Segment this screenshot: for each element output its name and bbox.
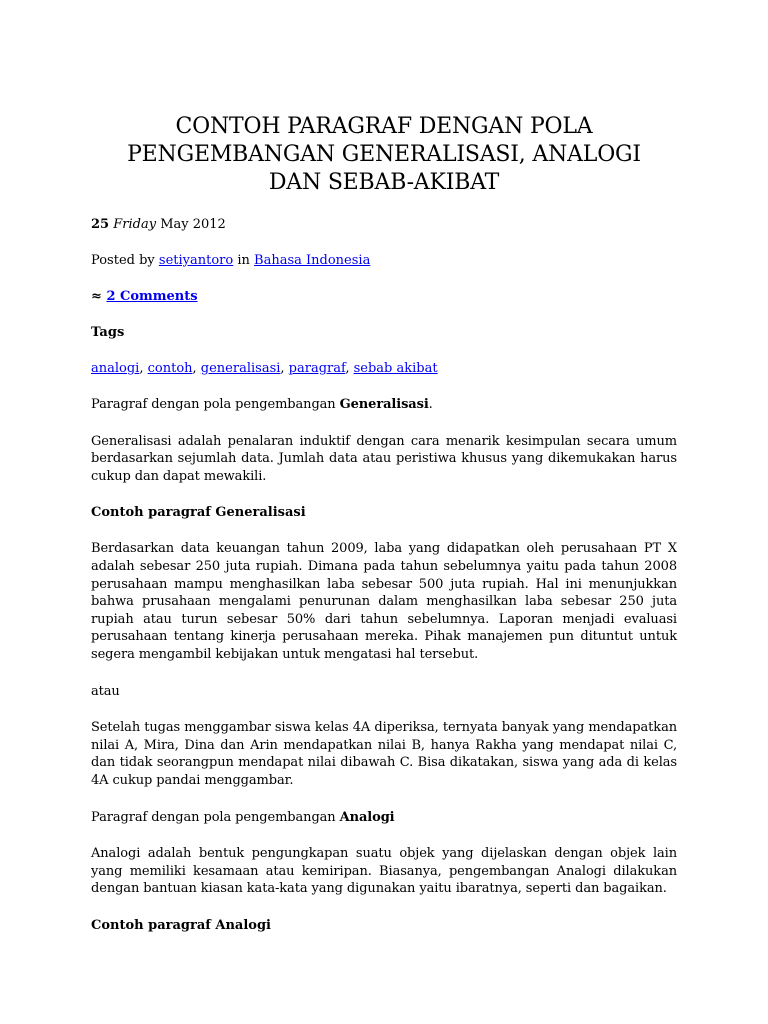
analogi-intro bbox=[91, 809, 677, 827]
tag-link[interactable]: contoh bbox=[147, 361, 193, 376]
intro-keyword: Generalisasi bbox=[339, 397, 429, 412]
post-date bbox=[91, 216, 677, 233]
title-line: PENGEMBANGAN GENERALISASI, ANALOGI bbox=[127, 142, 641, 167]
category-link[interactable]: Bahasa Indonesia bbox=[254, 253, 371, 268]
generalisasi-intro bbox=[91, 396, 677, 414]
intro-period: . bbox=[428, 397, 433, 412]
intro-keyword: Analogi bbox=[339, 809, 395, 825]
post-byline bbox=[91, 252, 677, 269]
tags-list: analogi, contoh, generalisasi, paragraf, sebab akibat bbox=[91, 361, 438, 376]
date-day: 25 bbox=[91, 217, 110, 232]
date-month-year: May 2012 bbox=[160, 217, 226, 232]
comments-line bbox=[91, 288, 677, 305]
article bbox=[91, 113, 677, 934]
generalisasi-example-heading: Contoh paragraf Generalisasi bbox=[91, 505, 306, 521]
date-weekday: Friday bbox=[113, 217, 157, 232]
analogi-definition: Analogi adalah bentuk pengungkapan suatu objek yang dijelaskan dengan objek lain yang memiliki kesamaan atau kemiripan. Biasanya, pengembangan Analogi dilakukan dengan bantuan kiasan kata-kata yang digunakan yaitu ibaratnya, seperti dan bagaikan. bbox=[91, 846, 677, 897]
title-line: DAN SEBAB-AKIBAT bbox=[268, 170, 500, 195]
author-link[interactable]: setiyantoro bbox=[158, 253, 234, 268]
analogi-example-heading: Contoh paragraf Analogi bbox=[91, 917, 271, 933]
title-line: CONTOH PARAGRAF DENGAN POLA bbox=[175, 114, 593, 139]
posted-prefix: Posted by bbox=[91, 253, 155, 268]
generalisasi-example-2: Setelah tugas menggambar siswa kelas 4A diperiksa, ternyata banyak yang mendapatkan nilai A, Mira, Dina dan Arin mendapatkan nilai B, hanya Rakha yang mendapat nilai C, dan tidak seorangpun mendapat nilai dibawah C. Bisa dikatakan, siswa yang ada di kelas 4A cukup pandai menggambar. bbox=[91, 720, 677, 788]
posted-in: in bbox=[237, 253, 250, 268]
tags-heading: Tags bbox=[91, 325, 125, 340]
tag-link[interactable]: generalisasi bbox=[200, 361, 281, 376]
tag-link[interactable]: analogi bbox=[91, 361, 140, 376]
tag-link[interactable]: paragraf bbox=[288, 361, 346, 376]
generalisasi-example-1: Berdasarkan data keuangan tahun 2009, laba yang didapatkan oleh perusahaan PT X adalah sebesar 250 juta rupiah. Dimana pada tahun sebelumnya yaitu pada tahun 2008 perusahaan mampu menghasilkan laba sebesar 500 juta rupiah. Hal ini menunjukkan bahwa prusahaan mengalami penurunan dalam menghasilkan laba sebesar 250 juta rupiah atau turun sebesar 50% dari tahun sebelumnya. Laporan menjadi evaluasi perusahaan tentang kinerja perusahaan mereka. Pihak manajemen pun dituntut untuk segera mengambil kebijakan untuk mengatasi hal tersebut. bbox=[91, 541, 677, 662]
tag-link[interactable]: sebab akibat bbox=[353, 361, 438, 376]
comments-symbol: ≈ bbox=[91, 289, 102, 304]
generalisasi-definition: Generalisasi adalah penalaran induktif dengan cara menarik kesimpulan secara umum berdasarkan sejumlah data. Jumlah data atau peristiwa khusus yang dikemukakan harus cukup dan dapat mewakili. bbox=[91, 433, 677, 484]
separator-atau: atau bbox=[91, 683, 120, 699]
intro-text: Paragraf dengan pola pengembangan bbox=[91, 809, 340, 825]
article-title bbox=[91, 113, 677, 197]
intro-text: Paragraf dengan pola pengembangan bbox=[91, 397, 340, 412]
comments-link[interactable]: 2 Comments bbox=[106, 289, 198, 304]
